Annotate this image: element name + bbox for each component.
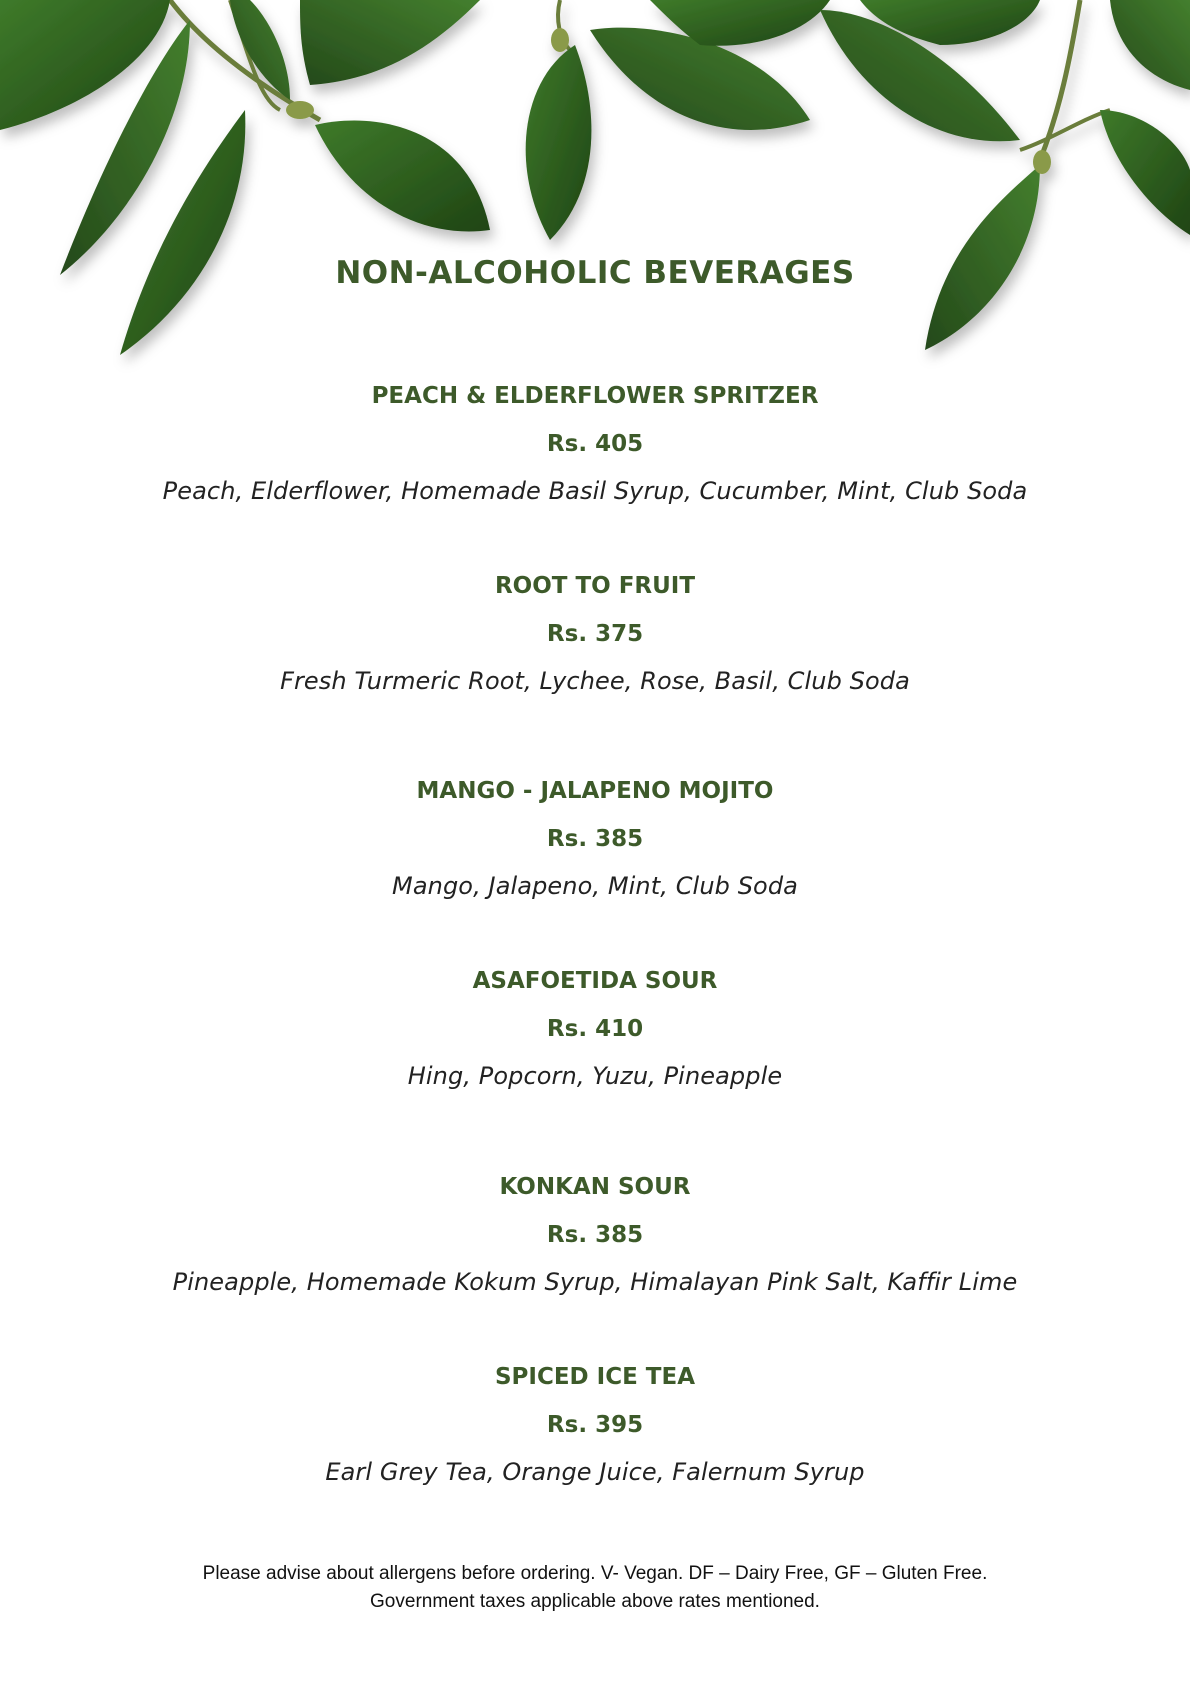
menu-item	[0, 380, 1190, 508]
item-name: PEACH & ELDERFLOWER SPRITZER	[371, 383, 819, 409]
item-price: Rs. 385	[546, 1222, 644, 1248]
item-price: Rs. 375	[546, 621, 644, 647]
item-name: KONKAN SOUR	[499, 1174, 691, 1200]
item-price: Rs. 395	[546, 1412, 644, 1438]
menu-item	[0, 1171, 1190, 1299]
item-description: Earl Grey Tea, Orange Juice, Falernum Syrup	[325, 1458, 865, 1486]
allergen-note	[0, 1560, 1190, 1616]
item-description: Mango, Jalapeno, Mint, Club Soda	[392, 872, 798, 900]
menu-item	[0, 1361, 1190, 1489]
leaf-branch-icon	[0, 0, 1190, 380]
menu-item	[0, 965, 1190, 1093]
item-name: MANGO - JALAPENO MOJITO	[416, 778, 774, 804]
menu-item	[0, 775, 1190, 903]
item-price: Rs. 410	[546, 1016, 644, 1042]
item-description: Fresh Turmeric Root, Lychee, Rose, Basil, Club Soda	[280, 667, 910, 695]
footer-line-taxes: Government taxes applicable above rates mentioned.	[370, 1591, 820, 1612]
page-title: NON-ALCOHOLIC BEVERAGES	[335, 255, 855, 291]
item-description: Hing, Popcorn, Yuzu, Pineapple	[407, 1062, 783, 1090]
menu-item	[0, 570, 1190, 698]
item-price: Rs. 405	[546, 431, 644, 457]
item-name: ROOT TO FRUIT	[494, 573, 696, 599]
item-name: SPICED ICE TEA	[494, 1364, 696, 1390]
footer-line-allergens: Please advise about allergens before ordering. V- Vegan. DF – Dairy Free, GF – Gluten Free.	[202, 1563, 988, 1584]
item-price: Rs. 385	[546, 826, 644, 852]
item-name: ASAFOETIDA SOUR	[472, 968, 718, 994]
item-description: Pineapple, Homemade Kokum Syrup, Himalayan Pink Salt, Kaffir Lime	[172, 1268, 1018, 1296]
item-description: Peach, Elderflower, Homemade Basil Syrup, Cucumber, Mint, Club Soda	[162, 477, 1028, 505]
